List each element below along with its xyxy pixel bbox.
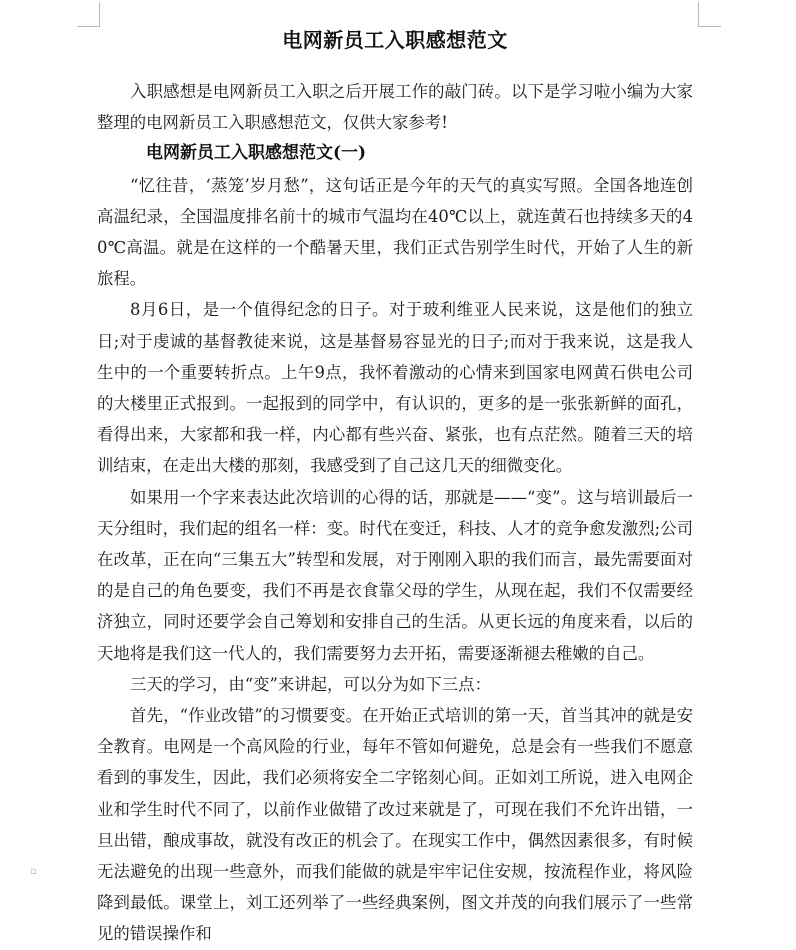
paragraph-5: 首先，“作业改错”的习惯要变。在开始正式培训的第一天，首当其冲的就是安全教育。电网是一个高风险的行业，每年不管如何避免，总是会有一些我们不愿意看到的事发生，因此，我们必须将安全二字铭刻心间。正如刘工所说，进入电网企业和学生时代不同了，以前作业做错了改过来就是了，可现在我们不允许出错，一旦出错，酿成事故，就没有改正的机会了。在现实工作中，偶然因素很多，有时候无法避免的出现一些意外，而我们能做的就是牢牢记住安规，按流程作业，将风险降到最低。课堂上，刘工还列举了一些经典案例，图文并茂的向我们展示了一些常见的错误操作和 bbox=[97, 706, 693, 944]
paragraph-3: 如果用一个字来表达此次培训的心得的话，那就是——“变”。这与培训最后一天分组时，我们起的组名一样：变。时代在变迁，科技、人才的竞争愈发激烈;公司在改革，正在向“三集五大”转型和发展，对于刚刚入职的我们而言，最先需要面对的是自己的角色要变，我们不再是衣食靠父母的学生，从现在起，我们不仅需要经济独立，同时还要学会自己筹划和安排自己的生活。从更长远的角度来看，以后的天地将是我们这一代人的，我们需要努力去开拓，需要逐渐褪去稚嫩的自己。 bbox=[97, 487, 693, 663]
document-text bbox=[97, 76, 693, 950]
paragraph-2: 8月6日，是一个值得纪念的日子。对于玻利维亚人民来说，这是他们的独立日;对于虔诚的基督教徒来说，这是基督易容显光的日子;而对于我来说，这是我人生中的一个重要转折点。上午9点，我怀着激动的心情来到国家电网黄石供电公司的大楼里正式报到。一起报到的同学中，有认识的，更多的是一张张新鲜的面孔，看得出来，大家都和我一样，内心都有些兴奋、紧张，也有点茫然。随着三天的培训结束，在走出大楼的那刻，我感受到了自己这几天的细微变化。 bbox=[97, 300, 693, 476]
paragraph-1: “忆往昔，‘蒸笼’岁月愁”，这句话正是今年的天气的真实写照。全国各地连创高温纪录，全国温度排名前十的城市气温均在40℃以上，就连黄石也持续多天的40℃高温。就是在这样的一个酷暑天里，我们正式告别学生时代，开始了人生的新旅程。 bbox=[97, 175, 693, 289]
paragraph-4: 三天的学习，由“变”来讲起，可以分为如下三点： bbox=[130, 674, 491, 694]
document-title: 电网新员工入职感想范文 bbox=[282, 28, 508, 52]
page-marker-icon: ▫ bbox=[30, 866, 37, 877]
section-heading: 电网新员工入职感想范文(一) bbox=[146, 143, 367, 164]
document-body bbox=[97, 24, 693, 950]
intro-paragraph: 入职感想是电网新员工入职之后开展工作的敲门砖。以下是学习啦小编为大家整理的电网新员工入职感想范文，仅供大家参考! bbox=[97, 82, 693, 133]
top-right-crop-mark bbox=[698, 2, 721, 27]
